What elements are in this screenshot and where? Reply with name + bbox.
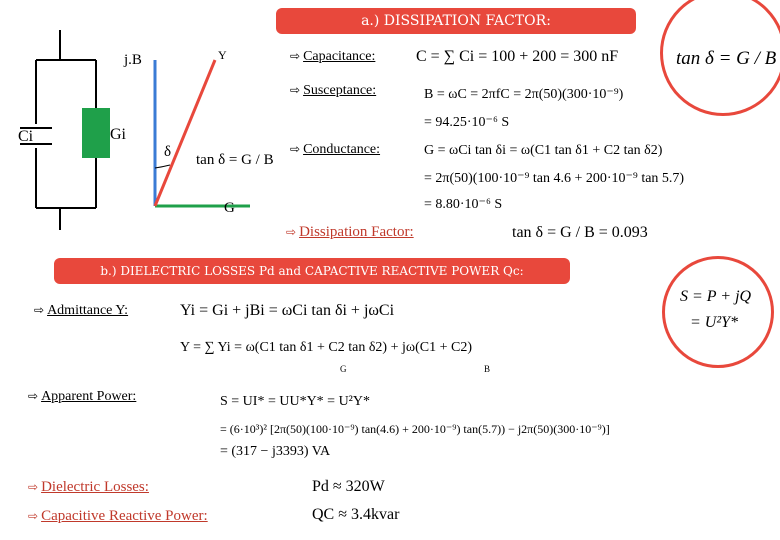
g-axis-label: G: [224, 200, 235, 216]
dielectric-losses-item: [28, 479, 149, 496]
ci-label: Ci: [18, 128, 34, 145]
conductance-resistor: [82, 108, 110, 158]
capacitance-item: [290, 49, 375, 65]
delta-arc: [155, 165, 170, 168]
arrow-right-icon: ⇨: [290, 49, 301, 63]
susceptance-formula-line1: B = ωC = 2πfC = 2π(50)(300·10⁻⁹): [424, 87, 624, 102]
arrow-right-icon: ⇨: [290, 83, 301, 97]
dissipation-item: [286, 224, 414, 241]
arrow-right-icon: ⇨: [28, 509, 39, 523]
susceptance-formula-line2: = 94.25·10⁻⁶ S: [424, 115, 510, 130]
apparent-power-label: Apparent Power:: [41, 389, 137, 404]
susceptance-label: Susceptance:: [303, 83, 377, 98]
apparent-power-formula-line2: = (6·10³)² [2π(50)(100·10⁻⁹) tan(4.6) + 200·10⁻⁹) tan(5.7)) − j2π(50)(300·10⁻⁹)]: [220, 422, 610, 436]
delta-label: δ: [164, 144, 172, 160]
capacitance-formula: C = ∑ Ci = 100 + 200 = 300 nF: [416, 48, 619, 65]
arrow-right-icon: ⇨: [34, 303, 45, 317]
admittance-label: Admittance Y:: [47, 303, 129, 318]
circuit-phasor-diagram: [0, 0, 300, 240]
circle-b-line1: S = P + jQ: [680, 288, 752, 305]
circle-b-line2: = U²Y*: [690, 314, 739, 331]
arrow-right-icon: ⇨: [290, 142, 301, 156]
capacitance-label: Capacitance:: [303, 49, 376, 64]
susceptance-item: [290, 83, 376, 99]
reactive-power-item: [28, 508, 208, 525]
dielectric-losses-label: Dielectric Losses:: [41, 479, 149, 495]
dielectric-losses-formula: Pd ≈ 320W: [312, 478, 385, 495]
conductance-formula-line2: = 2π(50)(100·10⁻⁹ tan 4.6 + 200·10⁻⁹ tan 5.7): [424, 171, 685, 186]
apparent-power-formula-line3: = (317 − j3393) VA: [220, 444, 331, 459]
gi-label: Gi: [110, 126, 126, 143]
phasor-tan-formula: tan δ = G / B: [196, 152, 274, 168]
formula-circle-b: [662, 256, 774, 368]
admittance-formula-line1: Yi = Gi + jBi = ωCi tan δi + jωCi: [180, 302, 395, 319]
circle-formula-a: tan δ = G / B: [676, 48, 777, 69]
dissipation-formula: tan δ = G / B = 0.093: [512, 224, 648, 241]
admittance-under-b: B: [484, 364, 491, 374]
apparent-power-formula-line1: S = UI* = UU*Y* = U²Y*: [220, 394, 370, 409]
section-b-banner: b.) DIELECTRIC LOSSES Pd and CAPACTIVE REACTIVE POWER Qc:: [54, 258, 570, 284]
arrow-right-icon: ⇨: [28, 480, 39, 494]
reactive-power-formula: QC ≈ 3.4kvar: [312, 506, 400, 523]
section-a-banner: a.) DISSIPATION FACTOR:: [276, 8, 636, 34]
conductance-formula-line1: G = ωCi tan δi = ω(C1 tan δ1 + C2 tan δ2): [424, 143, 663, 158]
admittance-under-g: G: [340, 364, 347, 374]
admittance-item: [34, 303, 128, 319]
arrow-right-icon: ⇨: [28, 389, 39, 403]
admittance-formula-line2: Y = ∑ Yi = ω(C1 tan δ1 + C2 tan δ2) + jω(C1 + C2): [180, 340, 472, 355]
arrow-right-icon: ⇨: [286, 225, 297, 239]
y-label: Y: [218, 48, 227, 62]
conductance-formula-line3: = 8.80·10⁻⁶ S: [424, 197, 503, 212]
conductance-label: Conductance:: [303, 142, 381, 157]
reactive-power-label: Capacitive Reactive Power:: [41, 508, 208, 524]
apparent-power-item: [28, 389, 136, 405]
conductance-item: [290, 142, 380, 158]
y-phasor: [155, 60, 215, 206]
dissipation-label: Dissipation Factor:: [299, 224, 414, 240]
jb-label: j.B: [124, 52, 142, 68]
